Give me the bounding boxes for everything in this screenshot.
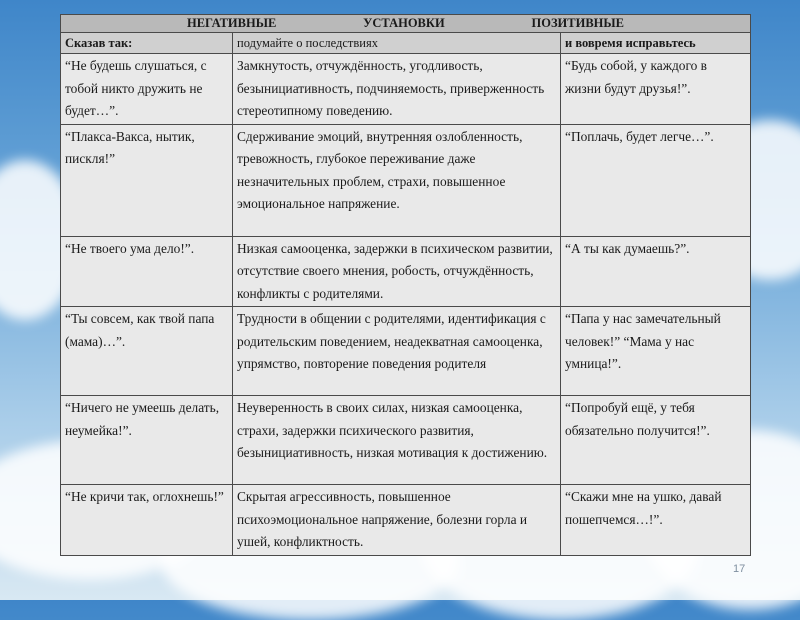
subheader-said: Сказав так:	[61, 33, 233, 54]
table-subheader-row	[61, 33, 751, 54]
consequence-cell: Замкнутость, отчуждённость, угодливость, безынициативность, подчиняемость, приверженность стереотипному поведению.	[233, 54, 561, 125]
fix-cell: “Попробуй ещё, у тебя обязательно получится!”.	[561, 396, 751, 485]
header-attitudes: УСТАНОВКИ	[363, 16, 445, 30]
table-row	[61, 396, 751, 485]
table-row	[61, 236, 751, 307]
table-row	[61, 54, 751, 125]
fix-cell: “Папа у нас замечательный человек!” “Мама у нас умница!”.	[561, 307, 751, 396]
subheader-fix: и вовремя исправьтесь	[561, 33, 751, 54]
table-row	[61, 485, 751, 556]
phrase-cell: “Плакса-Вакса, нытик, пискля!”	[61, 124, 233, 236]
subheader-consequences: подумайте о последствиях	[233, 33, 561, 54]
fix-cell: “А ты как думаешь?”.	[561, 236, 751, 307]
header-positive: ПОЗИТИВНЫЕ	[531, 16, 624, 30]
consequence-cell: Скрытая агрессивность, повышенное психоэмоциональное напряжение, болезни горла и ушей, конфликтность.	[233, 485, 561, 556]
consequence-cell: Сдерживание эмоций, внутренняя озлобленность, тревожность, глубокое переживание даже незначительных проблем, страхи, повышенное эмоциональное напряжение.	[233, 124, 561, 236]
phrase-cell: “Не кричи так, оглохнешь!”	[61, 485, 233, 556]
table-header	[61, 15, 751, 33]
consequence-cell: Низкая самооценка, задержки в психическом развитии, отсутствие своего мнения, робость, отчуждённость, конфликты с родителями.	[233, 236, 561, 307]
fix-cell: “Скажи мне на ушко, давай пошепчемся…!”.	[561, 485, 751, 556]
phrase-cell: “Ты совсем, как твой папа (мама)…”.	[61, 307, 233, 396]
table-row	[61, 307, 751, 396]
phrase-cell: “Не твоего ума дело!”.	[61, 236, 233, 307]
fix-cell: “Поплачь, будет легче…”.	[561, 124, 751, 236]
table-row	[61, 124, 751, 236]
fix-cell: “Будь собой, у каждого в жизни будут друзья!”.	[561, 54, 751, 125]
phrase-cell: “Не будешь слушаться, с тобой никто дружить не будет…”.	[61, 54, 233, 125]
consequence-cell: Трудности в общении с родителями, идентификация с родительским поведением, неадекватная самооценка, упрямство, повторение поведения родителя	[233, 307, 561, 396]
table-header-row	[61, 15, 751, 33]
attitudes-table	[60, 14, 751, 556]
header-negative: НЕГАТИВНЫЕ	[187, 16, 277, 30]
phrase-cell: “Ничего не умеешь делать, неумейка!”.	[61, 396, 233, 485]
page-number: 17	[733, 563, 746, 575]
consequence-cell: Неуверенность в своих силах, низкая самооценка, страхи, задержки психического развития, безынициативность, низкая мотивация к достижению.	[233, 396, 561, 485]
